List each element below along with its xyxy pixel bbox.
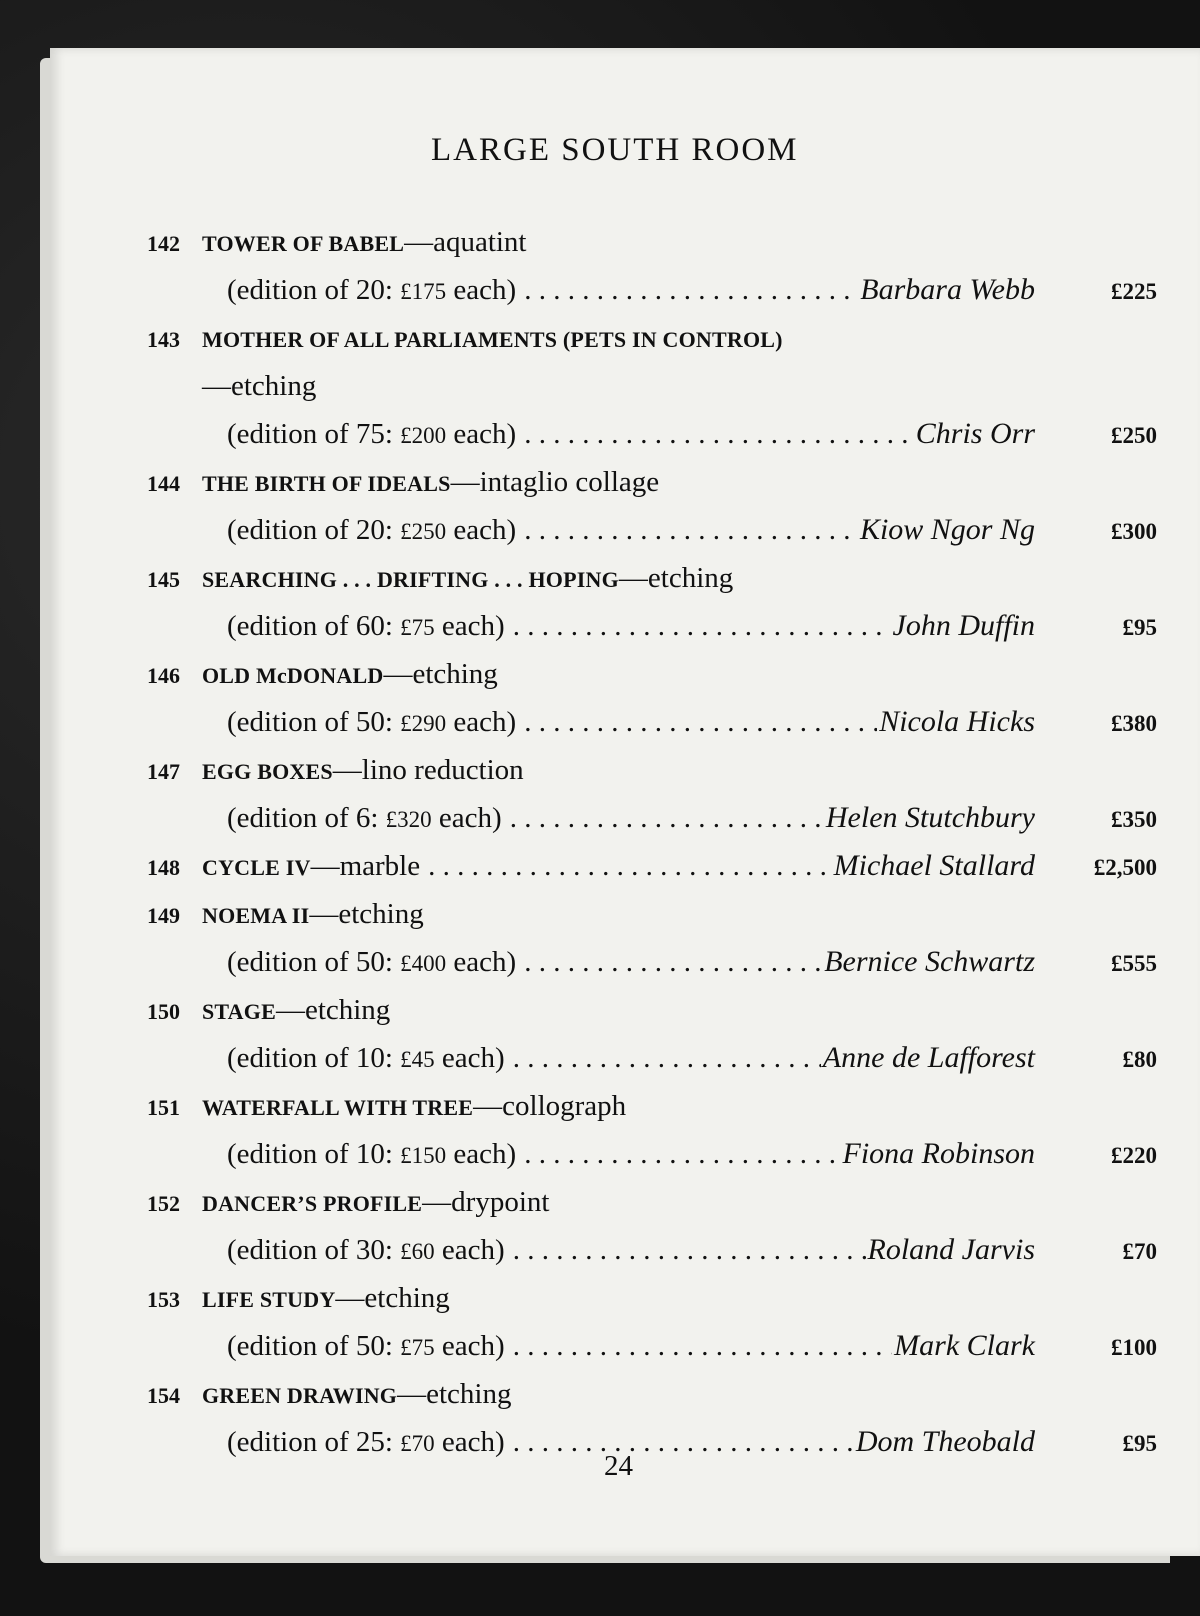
artist-name: Michael Stallard (833, 849, 1035, 882)
artist-name: Bernice Schwartz (824, 945, 1035, 978)
page-title: LARGE SOUTH ROOM (431, 132, 799, 168)
entry-number: 147 (147, 759, 180, 784)
edition-price: £320 (385, 807, 432, 832)
edition-count: (edition of 30: (227, 1234, 393, 1266)
entry-154-heading (147, 1370, 1157, 1418)
edition-count: (edition of 10: (227, 1138, 393, 1170)
entry-medium: —etching (335, 1282, 450, 1314)
edition-suffix: each) (441, 1426, 505, 1458)
dot-leader (513, 602, 891, 650)
entry-number: 154 (147, 1383, 180, 1408)
entry-title: OLD McDONALD (202, 663, 384, 688)
entry-146-heading (147, 650, 1157, 698)
artist-name: Dom Theobald (855, 1425, 1035, 1458)
entry-title: NOEMA II (202, 903, 310, 928)
entry-price: £95 (1122, 1431, 1157, 1456)
entry-medium: —etching (202, 370, 317, 402)
entry-medium: —etching (618, 562, 734, 594)
dot-leader (510, 794, 824, 842)
edition-count: (edition of 10: (227, 1042, 393, 1074)
entry-title: WATERFALL WITH TREE (202, 1095, 474, 1120)
entry-price: £555 (1111, 951, 1157, 976)
edition-suffix: each) (441, 1234, 505, 1266)
entry-number: 149 (147, 903, 180, 928)
entry-150-heading (147, 986, 1157, 1034)
edition-suffix: each) (441, 1330, 505, 1362)
artist-name: Nicola Hicks (879, 705, 1035, 738)
entry-list (147, 218, 1157, 1466)
edition-info (227, 602, 505, 652)
entry-number: 148 (147, 855, 180, 880)
edition-info (227, 410, 516, 460)
edition-suffix: each) (453, 274, 517, 306)
edition-count: (edition of 20: (227, 274, 393, 306)
entry-152-heading (147, 1178, 1157, 1226)
entry-price: £220 (1111, 1143, 1157, 1168)
edition-count: (edition of 50: (227, 706, 393, 738)
entry-151-detail (147, 1130, 1157, 1178)
edition-info (227, 1226, 505, 1276)
edition-suffix: each) (453, 1138, 517, 1170)
entry-medium: —drypoint (422, 1186, 550, 1218)
entry-price: £2,500 (1093, 855, 1157, 880)
edition-suffix: each) (438, 802, 502, 834)
edition-info (227, 1034, 505, 1084)
entry-number: 153 (147, 1287, 180, 1312)
entry-151-heading (147, 1082, 1157, 1130)
entry-medium: —etching (309, 898, 424, 930)
page-number: 24 (604, 1450, 633, 1482)
artist-name: Mark Clark (894, 1329, 1035, 1362)
entry-medium: —aquatint (404, 226, 527, 258)
entry-number: 151 (147, 1095, 180, 1120)
entry-number: 144 (147, 471, 180, 496)
edition-price: £290 (400, 711, 447, 736)
edition-info (227, 1322, 505, 1372)
entry-143-heading (147, 314, 1157, 362)
catalogue-page (50, 48, 1200, 1556)
entry-143-detail (147, 410, 1157, 458)
entry-title: EGG BOXES (202, 759, 333, 784)
artist-name: Helen Stutchbury (825, 801, 1035, 834)
entry-price: £225 (1111, 279, 1157, 304)
entry-title: STAGE (202, 999, 276, 1024)
entry-143-medium-line (147, 362, 1157, 410)
entry-152-detail (147, 1226, 1157, 1274)
entry-medium: —intaglio collage (450, 466, 660, 498)
entry-number: 145 (147, 567, 180, 592)
entry-142-detail (147, 266, 1157, 314)
entry-145-detail (147, 602, 1157, 650)
edition-suffix: each) (441, 610, 505, 642)
dot-leader (524, 938, 822, 986)
entry-147-detail (147, 794, 1157, 842)
entry-price: £380 (1111, 711, 1157, 736)
dot-leader (524, 1130, 840, 1178)
entry-title: TOWER OF BABEL (202, 231, 405, 256)
dot-leader (524, 698, 877, 746)
edition-suffix: each) (453, 418, 517, 450)
entry-146-detail (147, 698, 1157, 746)
dot-leader (513, 1322, 892, 1370)
edition-suffix: each) (453, 706, 517, 738)
entry-medium: —collograph (473, 1090, 627, 1122)
entry-148-line (147, 842, 1157, 890)
entry-price: £250 (1111, 423, 1157, 448)
edition-count: (edition of 6: (227, 802, 379, 834)
edition-info (227, 1130, 516, 1180)
artist-name: Fiona Robinson (842, 1137, 1035, 1170)
entry-144-heading (147, 458, 1157, 506)
edition-count: (edition of 50: (227, 1330, 393, 1362)
edition-suffix: each) (453, 514, 517, 546)
entry-title: CYCLE IV (202, 855, 311, 880)
dot-leader (524, 410, 914, 458)
artist-name: Kiow Ngor Ng (859, 513, 1035, 546)
entry-142-heading (147, 218, 1157, 266)
edition-suffix: each) (441, 1042, 505, 1074)
edition-price: £75 (400, 615, 435, 640)
entry-title: MOTHER OF ALL PARLIAMENTS (PETS IN CONTROL) (202, 327, 783, 352)
edition-price: £200 (400, 423, 447, 448)
entry-medium: —lino reduction (332, 754, 524, 786)
entry-145-heading (147, 554, 1157, 602)
edition-count: (edition of 60: (227, 610, 393, 642)
dot-leader (513, 1034, 821, 1082)
entry-price: £80 (1122, 1047, 1157, 1072)
entry-153-detail (147, 1322, 1157, 1370)
artist-name: John Duffin (892, 609, 1035, 642)
entry-price: £100 (1111, 1335, 1157, 1360)
edition-price: £60 (400, 1239, 435, 1264)
entry-medium: —etching (275, 994, 391, 1026)
entry-medium: —etching (397, 1378, 512, 1410)
entry-medium: —etching (383, 658, 498, 690)
edition-price: £150 (400, 1143, 447, 1168)
entry-150-detail (147, 1034, 1157, 1082)
entry-number: 143 (147, 327, 180, 352)
edition-info (227, 938, 516, 988)
entry-title: SEARCHING . . . DRIFTING . . . HOPING (202, 567, 619, 592)
entry-price: £300 (1111, 519, 1157, 544)
entry-title: GREEN DRAWING (202, 1383, 398, 1408)
edition-info (227, 698, 516, 748)
entry-number: 146 (147, 663, 180, 688)
artist-name: Barbara Webb (860, 273, 1035, 306)
entry-title: LIFE STUDY (202, 1287, 336, 1312)
entry-number: 142 (147, 231, 180, 256)
entry-149-heading (147, 890, 1157, 938)
artist-name: Roland Jarvis (867, 1233, 1035, 1266)
entry-title: THE BIRTH OF IDEALS (202, 471, 451, 496)
edition-count: (edition of 25: (227, 1426, 393, 1458)
entry-title: DANCER’S PROFILE (202, 1191, 423, 1216)
edition-count: (edition of 20: (227, 514, 393, 546)
edition-price: £400 (400, 951, 447, 976)
entry-number: 150 (147, 999, 180, 1024)
entry-number: 152 (147, 1191, 180, 1216)
entry-price: £95 (1122, 615, 1157, 640)
entry-medium: —marble (310, 850, 421, 882)
entry-144-detail (147, 506, 1157, 554)
edition-count: (edition of 50: (227, 946, 393, 978)
edition-count: (edition of 75: (227, 418, 393, 450)
edition-info (227, 266, 516, 316)
dot-leader (524, 506, 858, 554)
entry-153-heading (147, 1274, 1157, 1322)
entry-price: £350 (1111, 807, 1157, 832)
edition-price: £250 (400, 519, 447, 544)
entry-147-heading (147, 746, 1157, 794)
dot-leader (428, 842, 832, 890)
artist-name: Chris Orr (915, 417, 1035, 450)
edition-price: £45 (400, 1047, 435, 1072)
edition-info (227, 506, 516, 556)
entry-149-detail (147, 938, 1157, 986)
artist-name: Anne de Lafforest (822, 1041, 1035, 1074)
dot-leader (524, 266, 858, 314)
entry-price: £70 (1122, 1239, 1157, 1264)
edition-suffix: each) (453, 946, 517, 978)
edition-price: £70 (400, 1431, 435, 1456)
edition-price: £175 (400, 279, 447, 304)
dot-leader (513, 1226, 866, 1274)
edition-info (227, 794, 502, 844)
edition-price: £75 (400, 1335, 435, 1360)
